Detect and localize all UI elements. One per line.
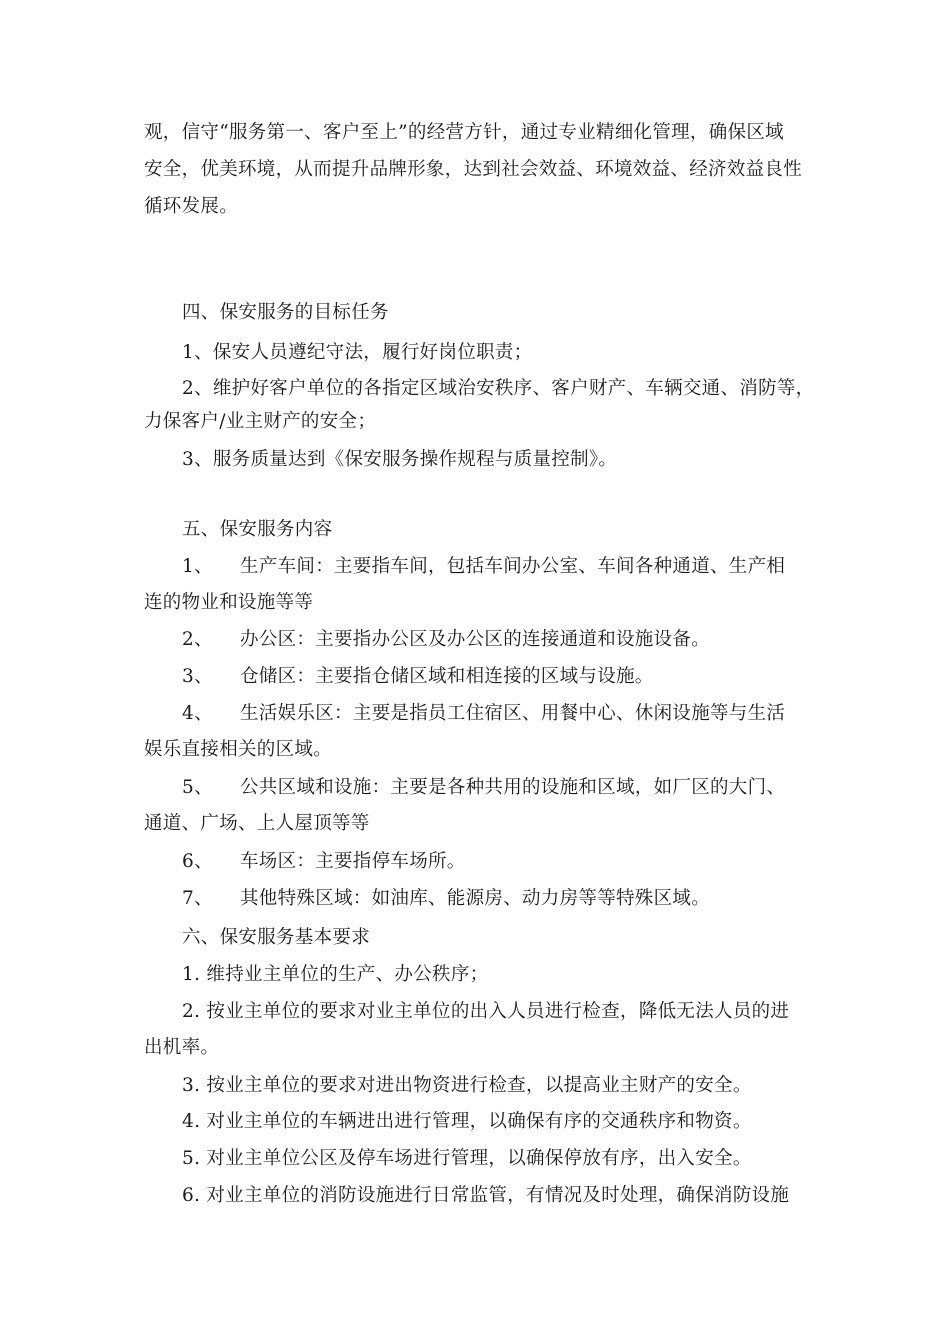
item-text: 生产车间：主要指车间，包括车间办公室、车间各种通道、生产相 — [240, 556, 786, 577]
item-number: 6、 — [182, 851, 213, 872]
section-5-item-2 — [182, 627, 710, 653]
section-6-item-2-cont: 出机率。 — [144, 1037, 220, 1058]
item-text: 公共区域和设施：主要是各种共用的设施和区域，如厂区的大门、 — [240, 777, 786, 798]
item-number: 5、 — [182, 777, 213, 798]
section-6-item-4: 4. 对业主单位的车辆进出进行管理，以确保有序的交通秩序和物资。 — [182, 1111, 752, 1132]
section-4-heading: 四、保安服务的目标任务 — [182, 302, 389, 323]
section-4-item-2-line-2: 力保客户/业主财产的安全； — [144, 411, 377, 432]
section-6-item-1: 1. 维持业主单位的生产、办公秩序； — [182, 964, 489, 985]
item-text: 办公区：主要指办公区及办公区的连接通道和设施设备。 — [240, 629, 711, 650]
intro-line-1: 观，信守“服务第一、客户至上”的经营方针，通过专业精细化管理，确保区域 — [144, 122, 784, 143]
item-number: 3、 — [182, 666, 213, 687]
item-number: 2、 — [182, 629, 213, 650]
section-5-item-4 — [182, 701, 785, 727]
section-4-item-1: 1、保安人员遵纪守法，履行好岗位职责； — [182, 342, 533, 363]
section-5-item-4-cont: 娱乐直接相关的区域。 — [144, 739, 333, 760]
item-text: 生活娱乐区：主要是指员工住宿区、用餐中心、休闲设施等与生活 — [240, 703, 786, 724]
item-number: 4、 — [182, 703, 213, 724]
item-number: 7、 — [182, 888, 213, 909]
section-5-item-7 — [182, 886, 710, 912]
item-text: 仓储区：主要指仓储区域和相连接的区域与设施。 — [240, 666, 654, 687]
section-6-item-3: 3. 按业主单位的要求对进出物资进行检查，以提高业主财产的安全。 — [182, 1075, 752, 1096]
section-6-item-2: 2. 按业主单位的要求对业主单位的出入人员进行检查，降低无法人员的进 — [182, 1001, 790, 1022]
section-4-item-3: 3、服务质量达到《保安服务操作规程与质量控制》。 — [182, 449, 618, 470]
section-5-item-1 — [182, 554, 785, 580]
section-4-item-2-line-1: 2、维护好客户单位的各指定区域治安秩序、客户财产、车辆交通、消防等， — [182, 378, 815, 399]
item-number: 1、 — [182, 556, 213, 577]
section-6-item-6: 6. 对业主单位的消防设施进行日常监管，有情况及时处理，确保消防设施 — [182, 1185, 790, 1206]
section-5-item-5 — [182, 775, 785, 801]
intro-line-2: 安全，优美环境，从而提升品牌形象，达到社会效益、环境效益、经济效益良性 — [144, 159, 803, 180]
section-5-item-5-cont: 通道、广场、上人屋顶等等 — [144, 813, 370, 834]
section-6-item-5: 5. 对业主单位公区及停车场进行管理，以确保停放有序，出入安全。 — [182, 1148, 752, 1169]
section-5-item-1-cont: 连的物业和设施等等 — [144, 592, 314, 613]
section-5-item-3 — [182, 664, 654, 690]
intro-line-3: 循环发展。 — [144, 196, 239, 217]
item-text: 车场区：主要指停车场所。 — [240, 851, 466, 872]
item-text: 其他特殊区域：如油库、能源房、动力房等等特殊区域。 — [240, 888, 711, 909]
section-6-heading: 六、保安服务基本要求 — [182, 927, 371, 948]
section-5-heading: 五、保安服务内容 — [182, 519, 333, 540]
section-5-item-6 — [182, 849, 466, 875]
